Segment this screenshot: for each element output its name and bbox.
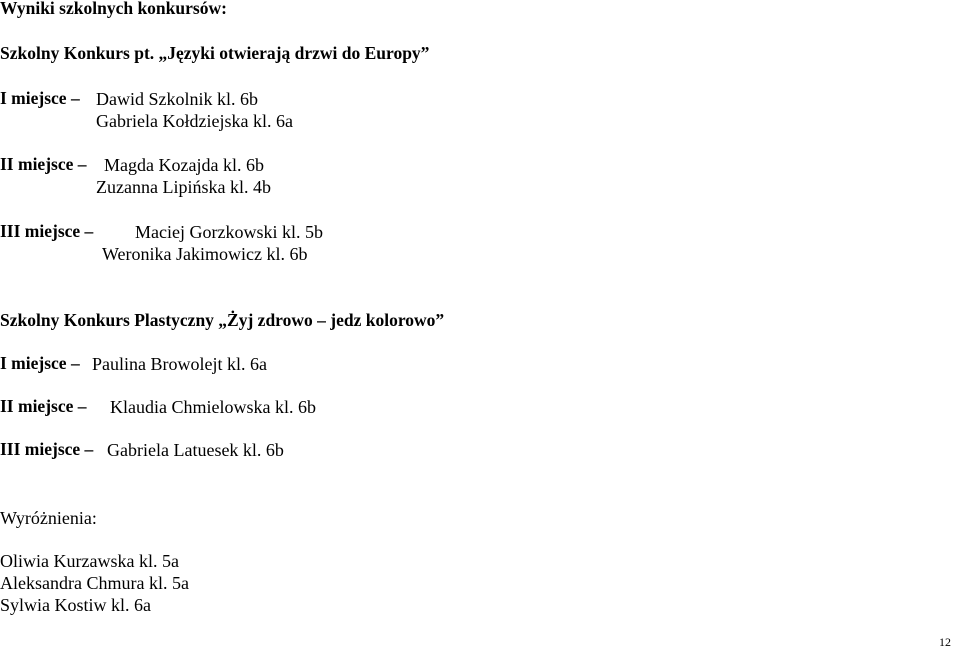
contest1-first-winner-1: Dawid Szkolnik kl. 6b: [96, 89, 258, 109]
page-title: Wyniki szkolnych konkursów:: [0, 0, 227, 18]
honors-title: Wyróżnienia:: [0, 508, 97, 528]
honors-item: Aleksandra Chmura kl. 5a: [0, 573, 189, 593]
contest2-third-label: III miejsce –: [0, 439, 94, 459]
contest2-second-winner: Klaudia Chmielowska kl. 6b: [110, 397, 316, 417]
contest1-third-label: III miejsce –: [0, 221, 94, 241]
contest2-third-winner: Gabriela Latuesek kl. 6b: [107, 440, 284, 460]
contest1-second-winner-1: Magda Kozajda kl. 6b: [104, 155, 264, 175]
contest1-second-winner-2: Zuzanna Lipińska kl. 4b: [96, 177, 271, 197]
contest2-title: Szkolny Konkurs Plastyczny „Żyj zdrowo – jedz kolorowo”: [0, 310, 445, 330]
contest2-first-label: I miejsce –: [0, 353, 80, 373]
contest2-first-winner: Paulina Browolejt kl. 6a: [92, 354, 267, 374]
contest1-third-winner-2: Weronika Jakimowicz kl. 6b: [102, 244, 308, 264]
honors-item: Oliwia Kurzawska kl. 5a: [0, 551, 179, 571]
contest1-title: Szkolny Konkurs pt. „Języki otwierają drzwi do Europy”: [0, 43, 430, 63]
contest2-second-label: II miejsce –: [0, 396, 87, 416]
page-number: 12: [939, 635, 951, 649]
contest1-first-label: I miejsce –: [0, 88, 80, 108]
contest1-third-winner-1: Maciej Gorzkowski kl. 5b: [135, 222, 323, 242]
honors-item: Sylwia Kostiw kl. 6a: [0, 595, 151, 615]
contest1-first-winner-2: Gabriela Kołdziejska kl. 6a: [96, 111, 293, 131]
contest1-second-label: II miejsce –: [0, 154, 87, 174]
